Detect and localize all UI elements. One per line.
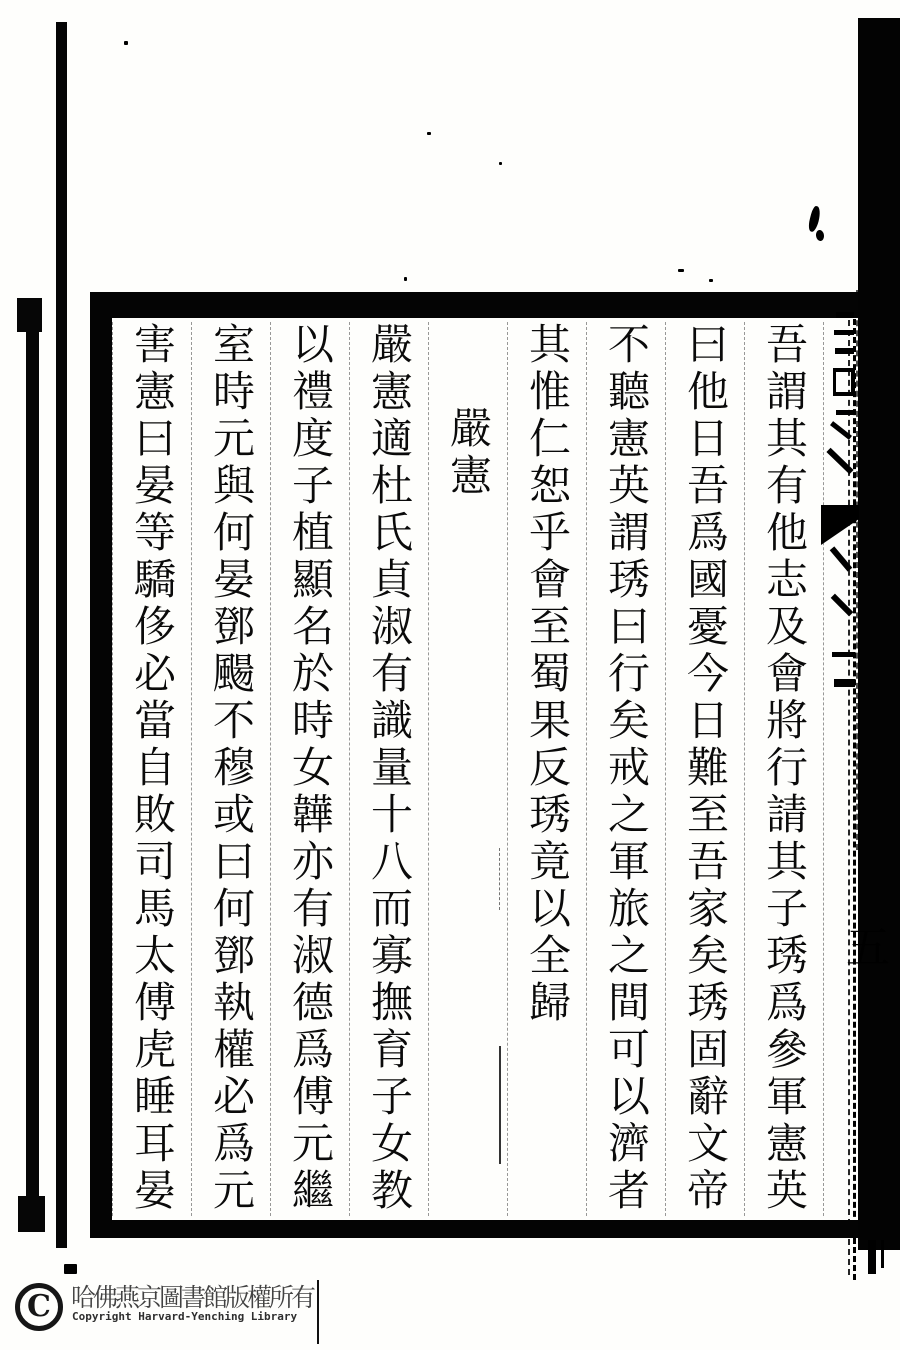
paper-crease xyxy=(499,848,500,910)
copyright-c-glyph: C xyxy=(27,1288,51,1324)
text-column-2: 曰他日吾爲國憂今日難至吾家矣琇固辭文帝 xyxy=(665,322,744,1216)
stamp-divider-line xyxy=(317,1280,319,1344)
text-column-8: 室時元與何晏鄧颺不穆或曰何鄧執權必爲元 xyxy=(191,322,270,1216)
copyright-english-text: Copyright Harvard-Yenching Library xyxy=(72,1310,298,1323)
facing-page-border-bottom-cap xyxy=(18,1196,45,1232)
section-header-column: 嚴憲 xyxy=(428,322,507,1216)
page-number: 五 xyxy=(838,924,889,968)
left-page-edge-line xyxy=(56,22,67,1248)
facing-page-border xyxy=(26,298,39,1232)
gutter-fold-line xyxy=(881,1240,884,1268)
copyright-symbol xyxy=(15,1283,63,1331)
copyright-chinese-text: 哈佛燕京圖書館版權所有 xyxy=(71,1283,314,1312)
right-page-edge-bar xyxy=(858,18,900,1250)
text-column-6: 嚴憲適杜氏貞淑有識量十八而寡撫育子女教 xyxy=(349,322,428,1216)
text-column-9: 害憲曰晏等驕侈必當自敗司馬太傅虎睡耳晏 xyxy=(112,322,191,1216)
text-column-3: 不聽憲英謂琇曰行矣戒之軍旅之間可以濟者 xyxy=(586,322,665,1216)
facing-page-border-top-cap xyxy=(17,298,42,332)
text-columns xyxy=(112,322,824,1216)
gutter-fold-line xyxy=(868,1240,876,1274)
text-column-4: 其惟仁恕乎會至蜀果反琇竟以全歸 xyxy=(507,322,586,1216)
text-column-1: 吾謂其有他志及會將行請其子琇爲參軍憲英 xyxy=(744,322,823,1216)
text-column-7: 以禮度子植顯名於時女韡亦有淑德爲傅元繼 xyxy=(270,322,349,1216)
paper-crease xyxy=(499,1046,501,1164)
